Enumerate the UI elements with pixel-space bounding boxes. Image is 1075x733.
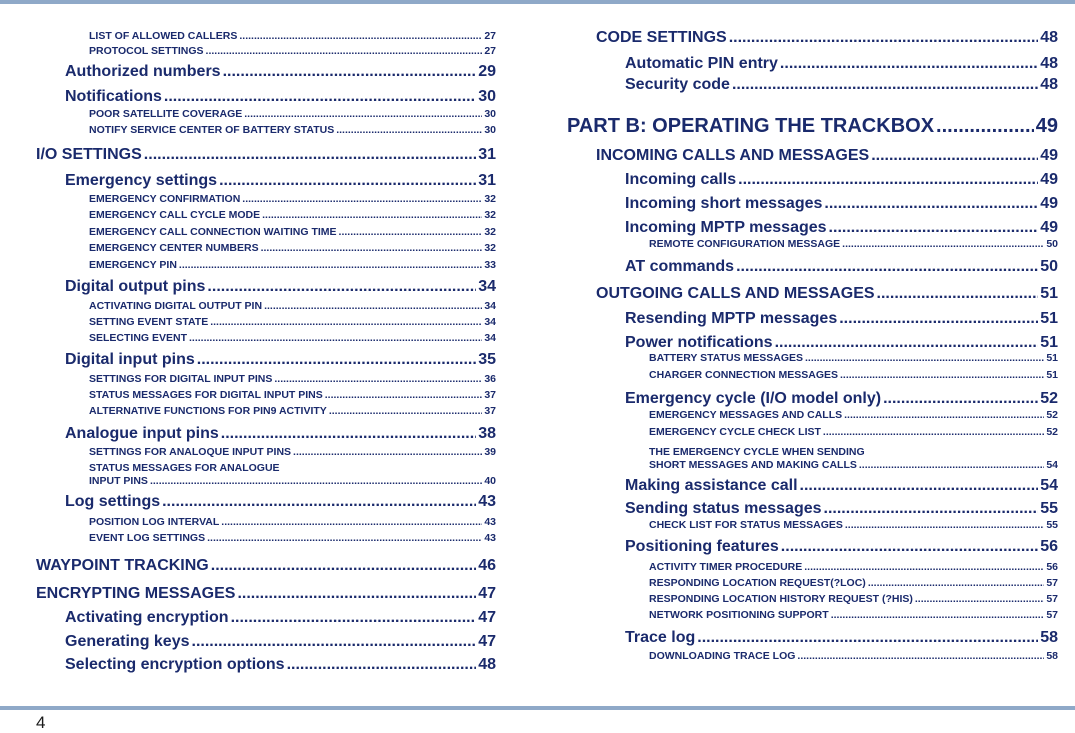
toc-entry-title: EMERGENCY MESSAGES AND CALLS xyxy=(649,409,843,421)
toc-entry-log-settings[interactable] xyxy=(65,492,496,512)
bottom-rule xyxy=(0,706,1075,710)
toc-entry-title: WAYPOINT TRACKING xyxy=(36,557,209,574)
toc-entry-page: 43 xyxy=(484,532,496,544)
dot-leader xyxy=(729,28,1039,48)
toc-entry-emergency-call-connection-waiting-time[interactable] xyxy=(89,226,496,239)
toc-entry-page: 51 xyxy=(1046,369,1058,381)
toc-entry-title: LIST OF ALLOWED CALLERS xyxy=(89,30,238,42)
toc-entry-title: EMERGENCY CENTER NUMBERS xyxy=(89,242,259,254)
toc-entry-title: Log settings xyxy=(65,493,161,510)
toc-entry-title: INPUT PINS xyxy=(89,475,148,487)
toc-entry-title: Digital output pins xyxy=(65,278,206,295)
dot-leader xyxy=(824,499,1039,519)
toc-entry-title: Automatic PIN entry xyxy=(625,55,778,72)
toc-entry-page: 47 xyxy=(478,609,496,626)
dot-leader xyxy=(293,446,482,459)
dot-leader xyxy=(197,350,476,370)
toc-entry-emergency-confirmation[interactable] xyxy=(89,193,496,206)
toc-entry-title: BATTERY STATUS MESSAGES xyxy=(649,352,804,364)
toc-entry-list-of-allowed-callers[interactable] xyxy=(89,30,496,43)
toc-entry-page: 55 xyxy=(1040,500,1058,517)
toc-entry-page: 47 xyxy=(478,585,496,602)
dot-leader xyxy=(231,608,477,628)
dot-leader xyxy=(877,284,1039,304)
toc-entry-emergency-messages-and-calls[interactable] xyxy=(649,409,1058,422)
toc-entry-title: PART B: OPERATING THE TRACKBOX xyxy=(567,115,935,137)
toc-entry-page: 50 xyxy=(1040,258,1058,275)
toc-entry-title: SETTINGS FOR ANALOQUE INPUT PINS xyxy=(89,446,292,458)
toc-entry-title: Generating keys xyxy=(65,633,190,650)
toc-entry-check-list-for-status-messages[interactable] xyxy=(649,519,1058,532)
toc-entry-page: 38 xyxy=(478,425,496,442)
toc-entry-page: 32 xyxy=(484,209,496,221)
toc-entry-page: 51 xyxy=(1040,285,1058,302)
toc-entry-page: 56 xyxy=(1046,561,1058,573)
toc-entry-downloading-trace-log[interactable] xyxy=(649,650,1058,663)
toc-entry-page: 57 xyxy=(1046,609,1058,621)
toc-entry-title: Sending status messages xyxy=(625,500,822,517)
dot-leader xyxy=(823,426,1044,439)
toc-entry-title: STATUS MESSAGES FOR DIGITAL INPUT PINS xyxy=(89,389,323,401)
toc-entry-page: 34 xyxy=(484,300,496,312)
toc-entry-page: 48 xyxy=(478,656,496,673)
toc-entry-emergency-pin[interactable] xyxy=(89,259,496,272)
toc-entry-digital-output-pins[interactable] xyxy=(65,277,496,297)
page-number: 4 xyxy=(36,713,46,732)
toc-entry-page: 51 xyxy=(1040,310,1058,327)
dot-leader xyxy=(736,257,1038,277)
toc-entry-title: EMERGENCY CONFIRMATION xyxy=(89,193,241,205)
dot-leader xyxy=(800,476,1039,496)
dot-leader xyxy=(829,218,1039,238)
toc-entry-activating-encryption[interactable] xyxy=(65,608,496,628)
toc-entry-page: 58 xyxy=(1046,650,1058,662)
toc-entry-page: 52 xyxy=(1040,390,1058,407)
dot-leader xyxy=(221,516,482,529)
toc-entry-title: Resending MPTP messages xyxy=(625,310,838,327)
toc-entry-title: Making assistance call xyxy=(625,477,798,494)
dot-leader xyxy=(883,389,1038,409)
toc-entry-page: 55 xyxy=(1046,519,1058,531)
dot-leader xyxy=(915,593,1044,606)
dot-leader xyxy=(207,532,482,545)
toc-entry-page: 49 xyxy=(1040,171,1058,188)
dot-leader xyxy=(844,409,1044,422)
toc-entry-position-log-interval[interactable] xyxy=(89,516,496,529)
toc-entry-title: REMOTE CONFIGURATION MESSAGE xyxy=(649,238,841,250)
toc-entry-page: 54 xyxy=(1040,477,1058,494)
toc-entry-battery-status-messages[interactable] xyxy=(649,352,1058,365)
toc-entry-page: 31 xyxy=(478,172,496,189)
dot-leader xyxy=(805,352,1044,365)
dot-leader xyxy=(150,475,482,488)
toc-entry-title: CODE SETTINGS xyxy=(596,29,727,46)
toc-entry-page: 51 xyxy=(1040,334,1058,351)
toc-entry-page: 32 xyxy=(484,226,496,238)
dot-leader xyxy=(738,170,1038,190)
toc-entry-page: 57 xyxy=(1046,593,1058,605)
toc-entry-sending-status-messages[interactable] xyxy=(625,499,1058,519)
toc-entry-title: I/O SETTINGS xyxy=(36,146,142,163)
toc-entry-power-notifications[interactable] xyxy=(625,333,1058,353)
dot-leader xyxy=(936,114,1034,138)
dot-leader xyxy=(237,584,476,604)
dot-leader xyxy=(162,492,476,512)
toc-entry-page: 27 xyxy=(484,30,496,42)
toc-entry-title: EMERGENCY CYCLE CHECK LIST xyxy=(649,426,821,438)
toc-entry-page: 49 xyxy=(1040,147,1058,164)
toc-entry-outgoing-calls-and-messages[interactable] xyxy=(596,284,1058,304)
dot-leader xyxy=(211,556,476,576)
dot-leader xyxy=(206,45,483,58)
toc-entry-page: 35 xyxy=(478,351,496,368)
dot-leader xyxy=(859,459,1044,472)
toc-entry-page: 34 xyxy=(484,332,496,344)
toc-entry-title: ENCRYPTING MESSAGES xyxy=(36,585,236,602)
toc-entry-page: 36 xyxy=(484,373,496,385)
toc-entry-title: Incoming short messages xyxy=(625,195,823,212)
toc-entry-page: 37 xyxy=(484,405,496,417)
dot-leader xyxy=(179,259,482,272)
toc-entry-title: AT commands xyxy=(625,258,735,275)
dot-leader xyxy=(210,316,482,329)
toc-entry-emergency-center-numbers[interactable] xyxy=(89,242,496,255)
toc-entry-title: RESPONDING LOCATION REQUEST(?LOC) xyxy=(649,577,866,589)
dot-leader xyxy=(804,561,1044,574)
toc-entry-title: NETWORK POSITIONING SUPPORT xyxy=(649,609,829,621)
toc-entry-page: 56 xyxy=(1040,538,1058,555)
toc-entry-page: 43 xyxy=(478,493,496,510)
toc-entry-page: 49 xyxy=(1040,219,1058,236)
toc-entry-title: Analogue input pins xyxy=(65,425,219,442)
toc-entry-incoming-mptp-messages[interactable] xyxy=(625,218,1058,238)
dot-leader xyxy=(781,537,1038,557)
dot-leader xyxy=(287,655,477,675)
dot-leader xyxy=(839,309,1038,329)
toc-entry-page: 29 xyxy=(478,63,496,80)
dot-leader xyxy=(775,333,1039,353)
toc-entry-poor-satellite-coverage[interactable] xyxy=(89,108,496,121)
toc-entry-title: Security code xyxy=(625,76,730,93)
toc-entry-title: Trace log xyxy=(625,629,696,646)
toc-entry-selecting-encryption-options[interactable] xyxy=(65,655,496,675)
toc-entry-encrypting-messages[interactable] xyxy=(36,584,496,604)
toc-entry-notify-service-center-of-battery-status[interactable] xyxy=(89,124,496,137)
toc-entry-settings-for-digital-input-pins[interactable] xyxy=(89,373,496,386)
toc-entry-title: RESPONDING LOCATION HISTORY REQUEST (?HIS) xyxy=(649,593,913,605)
toc-entry-title: Selecting encryption options xyxy=(65,656,285,673)
dot-leader xyxy=(840,369,1044,382)
toc-entry-emergency-call-cycle-mode[interactable] xyxy=(89,209,496,222)
toc-entry-title: Notifications xyxy=(65,88,162,105)
dot-leader xyxy=(264,300,482,313)
dot-leader xyxy=(223,62,477,82)
dot-leader xyxy=(336,124,482,137)
dot-leader xyxy=(189,332,482,345)
toc-entry-setting-event-state[interactable] xyxy=(89,316,496,329)
toc-entry-title: OUTGOING CALLS AND MESSAGES xyxy=(596,285,875,302)
toc-entry-title: Emergency settings xyxy=(65,172,218,189)
toc-entry-title: ALTERNATIVE FUNCTIONS FOR PIN9 ACTIVITY xyxy=(89,405,327,417)
toc-entry-title: Incoming calls xyxy=(625,171,737,188)
toc-entry-i-o-settings[interactable] xyxy=(36,145,496,165)
dot-leader xyxy=(325,389,483,402)
toc-entry-activity-timer-procedure[interactable] xyxy=(649,561,1058,574)
dot-leader xyxy=(239,30,482,43)
toc-entry-title: POSITION LOG INTERVAL xyxy=(89,516,220,528)
toc-entry-notifications[interactable] xyxy=(65,87,496,107)
toc-entry-page: 34 xyxy=(478,278,496,295)
toc-entry-title: Positioning features xyxy=(625,538,779,555)
toc-entry-network-positioning-support[interactable] xyxy=(649,609,1058,622)
toc-entry-part-b-operating-the-trackbox[interactable] xyxy=(567,114,1058,138)
toc-entry-title: Authorized numbers xyxy=(65,63,221,80)
dot-leader xyxy=(780,54,1038,74)
toc-entry-line-status-messages-for-analogue: STATUS MESSAGES FOR ANALOGUE xyxy=(89,462,280,474)
toc-entry-title: PROTOCOL SETTINGS xyxy=(89,45,204,57)
toc-entry-title: SETTINGS FOR DIGITAL INPUT PINS xyxy=(89,373,273,385)
dot-leader xyxy=(262,209,482,222)
toc-entry-title: EMERGENCY PIN xyxy=(89,259,177,271)
dot-leader xyxy=(144,145,476,165)
toc-entry-security-code[interactable] xyxy=(625,75,1058,95)
toc-entry-page: 32 xyxy=(484,242,496,254)
toc-entry-page: 54 xyxy=(1046,459,1058,471)
toc-entry-incoming-short-messages[interactable] xyxy=(625,194,1058,214)
toc-entry-positioning-features[interactable] xyxy=(625,537,1058,557)
dot-leader xyxy=(339,226,483,239)
toc-entry-page: 57 xyxy=(1046,577,1058,589)
toc-entry-title: Incoming MPTP messages xyxy=(625,219,827,236)
dot-leader xyxy=(261,242,483,255)
toc-entry-page: 34 xyxy=(484,316,496,328)
toc-entry-page: 52 xyxy=(1046,409,1058,421)
toc-entry-page: 30 xyxy=(484,124,496,136)
toc-entry-title: EMERGENCY CALL CYCLE MODE xyxy=(89,209,261,221)
toc-entry-activating-digital-output-pin[interactable] xyxy=(89,300,496,313)
dot-leader xyxy=(219,171,476,191)
dot-leader xyxy=(207,277,476,297)
dot-leader xyxy=(244,108,482,121)
toc-entry-generating-keys[interactable] xyxy=(65,632,496,652)
toc-entry-alternative-functions-for-pin9-activity[interactable] xyxy=(89,405,496,418)
toc-entry-title: CHARGER CONNECTION MESSAGES xyxy=(649,369,839,381)
toc-entry-title: NOTIFY SERVICE CENTER OF BATTERY STATUS xyxy=(89,124,335,136)
toc-entry-page: 37 xyxy=(484,389,496,401)
toc-entry-resending-mptp-messages[interactable] xyxy=(625,309,1058,329)
toc-entry-event-log-settings[interactable] xyxy=(89,532,496,545)
toc-entry-settings-for-analoque-input-pins[interactable] xyxy=(89,446,496,459)
toc-entry-title: SHORT MESSAGES AND MAKING CALLS xyxy=(649,459,857,471)
toc-entry-emergency-cycle-i-o-model-only[interactable] xyxy=(625,389,1058,409)
toc-entry-short-messages-and-making-calls[interactable] xyxy=(649,459,1058,472)
dot-leader xyxy=(824,194,1038,214)
dot-leader xyxy=(797,650,1044,663)
toc-entry-making-assistance-call[interactable] xyxy=(625,476,1058,496)
toc-entry-title: Activating encryption xyxy=(65,609,229,626)
toc-entry-title: EVENT LOG SETTINGS xyxy=(89,532,206,544)
toc-entry-emergency-cycle-check-list[interactable] xyxy=(649,426,1058,439)
dot-leader xyxy=(697,628,1038,648)
toc-entry-remote-configuration-message[interactable] xyxy=(649,238,1058,251)
dot-leader xyxy=(845,519,1044,532)
toc-entry-page: 47 xyxy=(478,633,496,650)
toc-entry-title: EMERGENCY CALL CONNECTION WAITING TIME xyxy=(89,226,337,238)
toc-entry-charger-connection-messages[interactable] xyxy=(649,369,1058,382)
toc-entry-page: 51 xyxy=(1046,352,1058,364)
toc-entry-status-messages-for-digital-input-pins[interactable] xyxy=(89,389,496,402)
dot-leader xyxy=(732,75,1038,95)
toc-entry-page: 58 xyxy=(1040,629,1058,646)
toc-entry-page: 48 xyxy=(1040,55,1058,72)
toc-entry-page: 30 xyxy=(484,108,496,120)
dot-leader xyxy=(868,577,1045,590)
toc-entry-page: 43 xyxy=(484,516,496,528)
toc-entry-automatic-pin-entry[interactable] xyxy=(625,54,1058,74)
toc-entry-page: 27 xyxy=(484,45,496,57)
toc-entry-title: SETTING EVENT STATE xyxy=(89,316,209,328)
toc-entry-page: 48 xyxy=(1040,76,1058,93)
toc-entry-page: 33 xyxy=(484,259,496,271)
toc-entry-page: 50 xyxy=(1046,238,1058,250)
toc-entry-page: 49 xyxy=(1035,115,1058,137)
toc-entry-title: ACTIVITY TIMER PROCEDURE xyxy=(649,561,803,573)
dot-leader xyxy=(221,424,476,444)
toc-entry-line-the-emergency-cycle-when-sending: THE EMERGENCY CYCLE WHEN SENDING xyxy=(649,446,865,458)
dot-leader xyxy=(164,87,476,107)
dot-leader xyxy=(831,609,1045,622)
toc-entry-analogue-input-pins[interactable] xyxy=(65,424,496,444)
toc-entry-title: DOWNLOADING TRACE LOG xyxy=(649,650,796,662)
toc-entry-page: 52 xyxy=(1046,426,1058,438)
toc-entry-protocol-settings[interactable] xyxy=(89,45,496,58)
toc-entry-page: 40 xyxy=(484,475,496,487)
toc-entry-incoming-calls-and-messages[interactable] xyxy=(596,146,1058,166)
toc-entry-page: 32 xyxy=(484,193,496,205)
toc-entry-at-commands[interactable] xyxy=(625,257,1058,277)
toc-entry-title: Digital input pins xyxy=(65,351,195,368)
toc-entry-page: 31 xyxy=(478,146,496,163)
toc-entry-trace-log[interactable] xyxy=(625,628,1058,648)
toc-entry-page: 48 xyxy=(1040,29,1058,46)
toc-entry-authorized-numbers[interactable] xyxy=(65,62,496,82)
toc-entry-page: 30 xyxy=(478,88,496,105)
dot-leader xyxy=(242,193,482,206)
toc-entry-page: 39 xyxy=(484,446,496,458)
toc-entry-title: INCOMING CALLS AND MESSAGES xyxy=(596,147,870,164)
dot-leader xyxy=(842,238,1044,251)
toc-entry-title: POOR SATELLITE COVERAGE xyxy=(89,108,243,120)
toc-entry-title: Power notifications xyxy=(625,334,773,351)
dot-leader xyxy=(329,405,483,418)
toc-entry-page: 46 xyxy=(478,557,496,574)
toc-entry-digital-input-pins[interactable] xyxy=(65,350,496,370)
toc-entry-responding-location-request-loc[interactable] xyxy=(649,577,1058,590)
toc-entry-emergency-settings[interactable] xyxy=(65,171,496,191)
toc-entry-title: CHECK LIST FOR STATUS MESSAGES xyxy=(649,519,843,531)
toc-entry-page: 49 xyxy=(1040,195,1058,212)
toc-entry-waypoint-tracking[interactable] xyxy=(36,556,496,576)
dot-leader xyxy=(871,146,1038,166)
toc-entry-responding-location-history-request-his[interactable] xyxy=(649,593,1058,606)
dot-leader xyxy=(192,632,477,652)
toc-entry-selecting-event[interactable] xyxy=(89,332,496,345)
top-rule xyxy=(0,0,1075,4)
toc-entry-input-pins[interactable] xyxy=(89,475,496,488)
toc-entry-code-settings[interactable] xyxy=(596,28,1058,48)
toc-entry-title: Emergency cycle (I/O model only) xyxy=(625,390,882,407)
dot-leader xyxy=(274,373,482,386)
toc-entry-title: SELECTING EVENT xyxy=(89,332,188,344)
toc-entry-incoming-calls[interactable] xyxy=(625,170,1058,190)
toc-entry-title: ACTIVATING DIGITAL OUTPUT PIN xyxy=(89,300,263,312)
